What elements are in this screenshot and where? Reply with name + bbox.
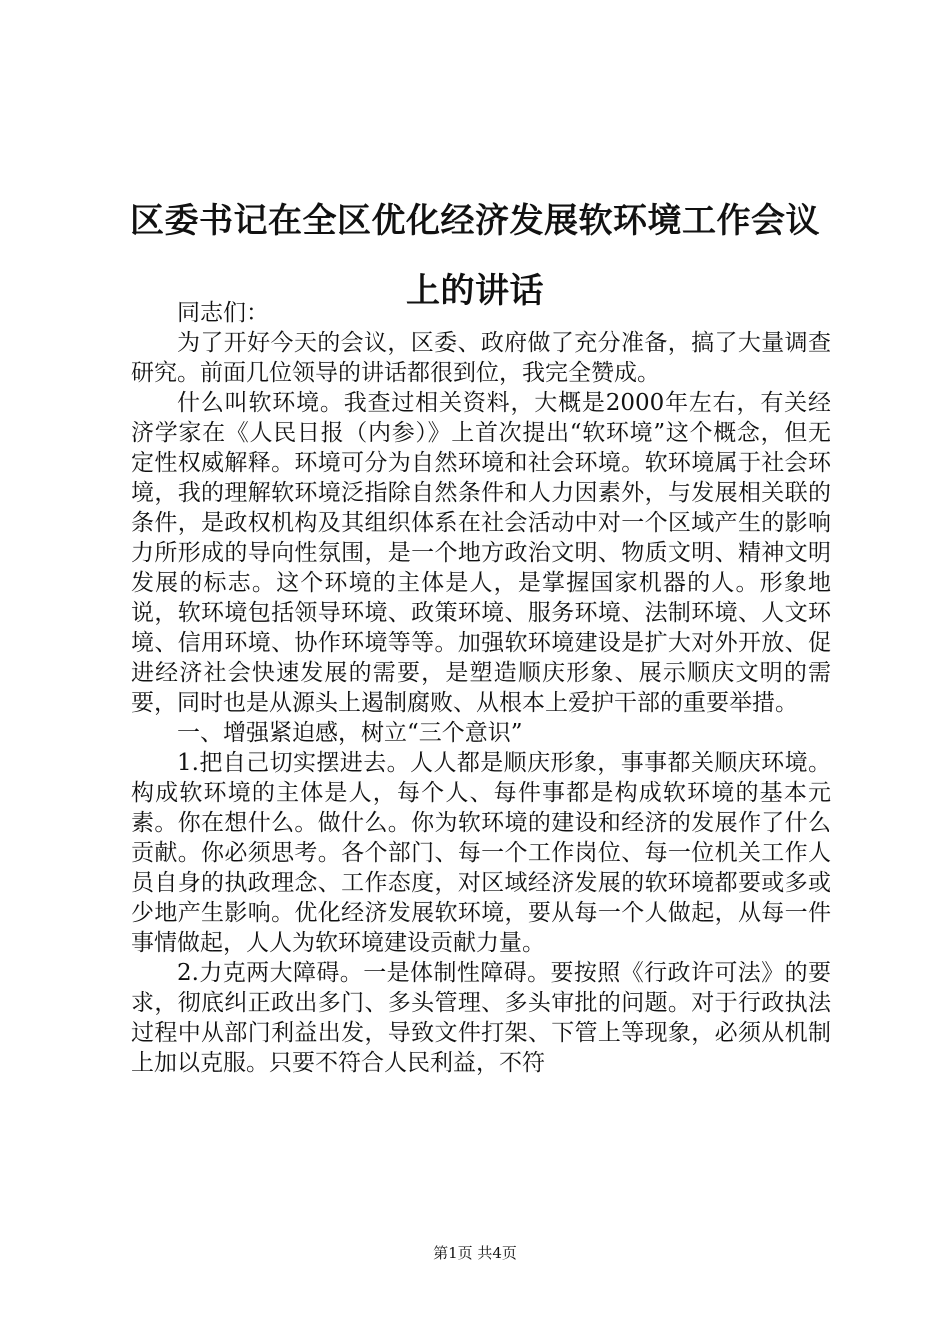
body-paragraph: 什么叫软环境。我查过相关资料，大概是2000年左右，有关经济学家在《人民日报（内参）》上首次提出“软环境”这个概念，但无定性权威解释。环境可分为自然环境和社会环境。软环境属于社会环境，我的理解软环境泛指除自然条件和人力因素外，与发展相关联的条件，是政权机构及其组织体系在社会活动中对一个区域产生的影响力所形成的导向性氛围，是一个地方政治文明、物质文明、精神文明发展的标志。这个环境的主体是人，是掌握国家机器的人。形象地说，软环境包括领导环境、政策环境、服务环境、法制环境、人文环境、信用环境、协作环境等等。加强软环境建设是扩大对外开放、促进经济社会快速发展的需要，是塑造顺庆形象、展示顺庆文明的需要，同时也是从源头上遏制腐败、从根本上爱护干部的重要举措。 (131, 390, 831, 716)
salutation: 同志们： (177, 300, 269, 326)
page-footer: 第1页 共4页 (433, 1244, 517, 1262)
document-body (131, 298, 831, 1078)
body-paragraph: 2.力克两大障碍。一是体制性障碍。要按照《行政许可法》的要求，彻底纠正政出多门、多头管理、多头审批的问题。对于行政执法过程中从部门利益出发，导致文件打架、下管上等现象，必须从机制上加以克服。只要不符合人民利益，不符 (131, 960, 831, 1076)
body-paragraph: 为了开好今天的会议，区委、政府做了充分准备，搞了大量调查研究。前面几位领导的讲话都很到位，我完全赞成。 (131, 330, 831, 386)
section-heading: 一、增强紧迫感，树立“三个意识” (177, 720, 523, 746)
body-paragraph: 1.把自己切实摆进去。人人都是顺庆形象，事事都关顺庆环境。构成软环境的主体是人，每个人、每件事都是构成软环境的基本元素。你在想什么。做什么。你为软环境的建设和经济的发展作了什么贡献。你必须思考。各个部门、每一个工作岗位、每一位机关工作人员自身的执政理念、工作态度，对区域经济发展的软环境都要或多或少地产生影响。优化经济发展软环境，要从每一个人做起，从每一件事情做起，人人为软环境建设贡献力量。 (131, 750, 831, 956)
title-line-2: 上的讲话 (406, 271, 544, 311)
title-line-1: 区委书记在全区优化经济发展软环境工作会议 (130, 201, 820, 241)
